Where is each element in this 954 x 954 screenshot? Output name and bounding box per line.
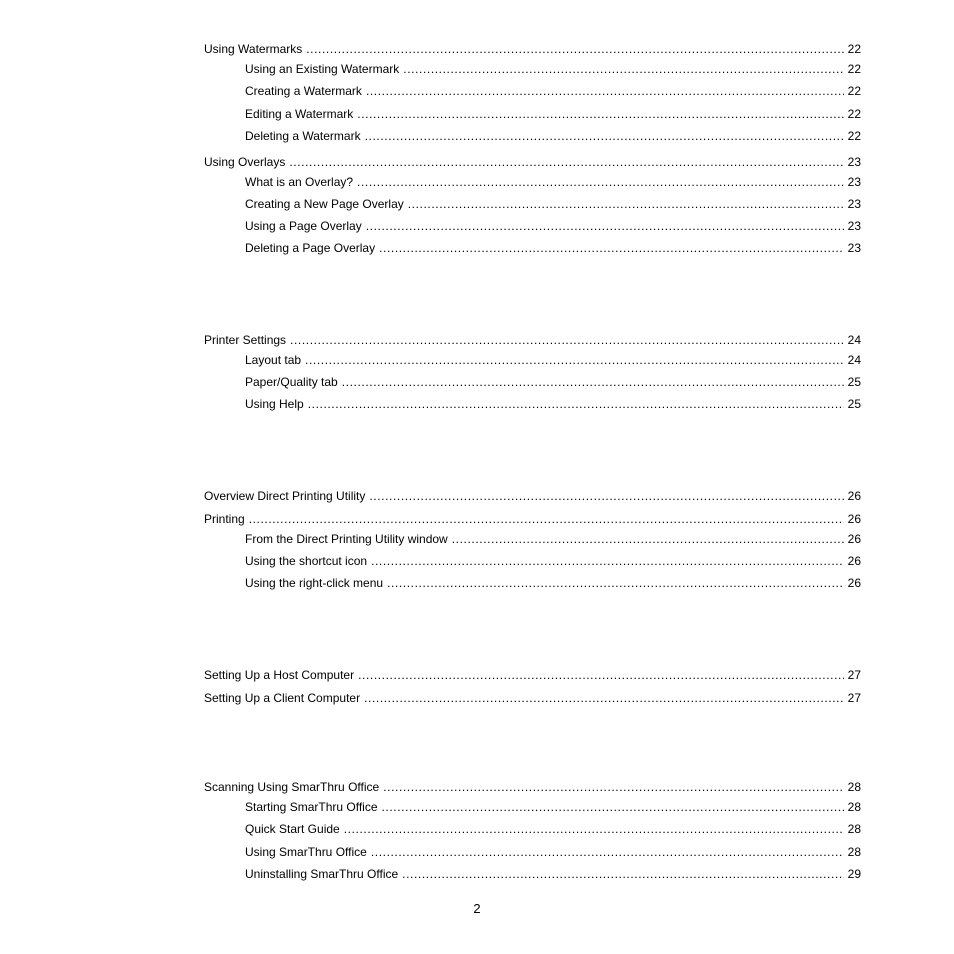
toc-entry-page: 24 [847,353,861,367]
toc-entry-what-is-overlay[interactable] [245,175,861,189]
toc-entry-title: Scanning Using SmarThru Office [204,780,380,794]
toc-entry-page: 25 [847,375,861,389]
toc-entry-page: 26 [847,489,861,503]
toc-dot-leader [290,333,844,347]
toc-entry-using-shortcut-icon[interactable] [245,554,861,568]
toc-entry-from-direct-printing-window[interactable] [245,532,861,546]
toc-dot-leader [305,353,844,367]
toc-entry-title: Paper/Quality tab [245,375,338,389]
toc-entry-page: 22 [847,107,861,121]
toc-entry-page: 29 [847,867,861,881]
toc-entry-title: Printing [204,512,245,526]
toc-dot-leader [452,532,844,546]
toc-entry-title: Deleting a Watermark [245,129,361,143]
toc-dot-leader [308,397,844,411]
toc-entry-paper-quality-tab[interactable] [245,375,861,389]
toc-entry-scanning-smarthru[interactable] [204,780,861,794]
toc-entry-title: Using the right-click menu [245,576,384,590]
toc-entry-title: Using Overlays [204,155,286,169]
toc-entry-title: Using Watermarks [204,42,303,56]
toc-entry-title: Using an Existing Watermark [245,62,400,76]
toc-dot-leader [365,129,844,143]
toc-entry-using-help[interactable] [245,397,861,411]
toc-entry-printing[interactable] [204,512,861,526]
toc-entry-title: Editing a Watermark [245,107,354,121]
toc-entry-page: 26 [847,512,861,526]
toc-dot-leader [358,668,844,682]
toc-entry-title: Using SmarThru Office [245,845,367,859]
toc-entry-page: 23 [847,175,861,189]
toc-entry-page: 28 [847,845,861,859]
toc-entry-title: Creating a Watermark [245,84,362,98]
toc-entry-title: Starting SmarThru Office [245,800,378,814]
toc-entry-page: 23 [847,219,861,233]
toc-entry-page: 27 [847,668,861,682]
toc-entry-using-watermarks[interactable] [204,42,861,56]
toc-dot-leader [371,845,844,859]
toc-entry-title: Using a Page Overlay [245,219,362,233]
toc-dot-leader [357,107,843,121]
toc-entry-deleting-page-overlay[interactable] [245,241,861,255]
toc-entry-page: 26 [847,532,861,546]
toc-entry-title: From the Direct Printing Utility window [245,532,448,546]
toc-entry-title: Quick Start Guide [245,822,340,836]
toc-entry-title: Setting Up a Client Computer [204,691,361,705]
toc-entry-page: 26 [847,576,861,590]
toc-dot-leader [402,867,843,881]
toc-dot-leader [342,375,844,389]
toc-entry-overview-direct-printing[interactable] [204,489,861,503]
toc-entry-page: 26 [847,554,861,568]
toc-entry-page: 22 [847,42,861,56]
toc-dot-leader [289,155,843,169]
toc-entry-title: Setting Up a Host Computer [204,668,355,682]
toc-entry-using-smarthru[interactable] [245,845,861,859]
toc-entry-page: 25 [847,397,861,411]
toc-entry-uninstalling-smarthru[interactable] [245,867,861,881]
page-number: 2 [473,901,481,916]
toc-entry-page: 23 [847,155,861,169]
toc-dot-leader [379,241,844,255]
toc-dot-leader [387,576,844,590]
toc-dot-leader [403,62,843,76]
toc-entry-title: Printer Settings [204,333,287,347]
toc-entry-using-right-click-menu[interactable] [245,576,861,590]
toc-dot-leader [344,822,844,836]
toc-entry-page: 22 [847,62,861,76]
toc-entry-page: 27 [847,691,861,705]
toc-dot-leader [371,554,844,568]
toc-entry-starting-smarthru[interactable] [245,800,861,814]
toc-dot-leader [306,42,843,56]
toc-entry-using-overlays[interactable] [204,155,861,169]
toc-entry-page: 24 [847,333,861,347]
toc-dot-leader [249,512,844,526]
toc-entry-title: Using Help [245,397,304,411]
toc-dot-leader [382,800,844,814]
toc-entry-title: Uninstalling SmarThru Office [245,867,399,881]
toc-entry-title: Creating a New Page Overlay [245,197,404,211]
toc-entry-creating-watermark[interactable] [245,84,861,98]
toc-entry-title: What is an Overlay? [245,175,354,189]
toc-entry-quick-start-guide[interactable] [245,822,861,836]
toc-dot-leader [383,780,843,794]
toc-dot-leader [408,197,844,211]
toc-entry-setting-up-client[interactable] [204,691,861,705]
toc-entry-title: Using the shortcut icon [245,554,368,568]
toc-dot-leader [369,489,843,503]
toc-entry-printer-settings[interactable] [204,333,861,347]
toc-entry-title: Deleting a Page Overlay [245,241,376,255]
toc-entry-title: Layout tab [245,353,302,367]
toc-entry-page: 22 [847,129,861,143]
toc-entry-page: 22 [847,84,861,98]
toc-entry-page: 28 [847,800,861,814]
toc-entry-deleting-watermark[interactable] [245,129,861,143]
toc-entry-page: 23 [847,241,861,255]
toc-entry-setting-up-host[interactable] [204,668,861,682]
toc-entry-page: 28 [847,822,861,836]
toc-entry-using-existing-watermark[interactable] [245,62,861,76]
toc-entry-layout-tab[interactable] [245,353,861,367]
toc-entry-page: 23 [847,197,861,211]
toc-entry-creating-new-page-overlay[interactable] [245,197,861,211]
toc-dot-leader [364,691,844,705]
toc-entry-using-page-overlay[interactable] [245,219,861,233]
toc-dot-leader [366,84,844,98]
toc-dot-leader [357,175,844,189]
toc-entry-editing-watermark[interactable] [245,107,861,121]
toc-entry-page: 28 [847,780,861,794]
toc-entry-title: Overview Direct Printing Utility [204,489,366,503]
toc-dot-leader [366,219,844,233]
